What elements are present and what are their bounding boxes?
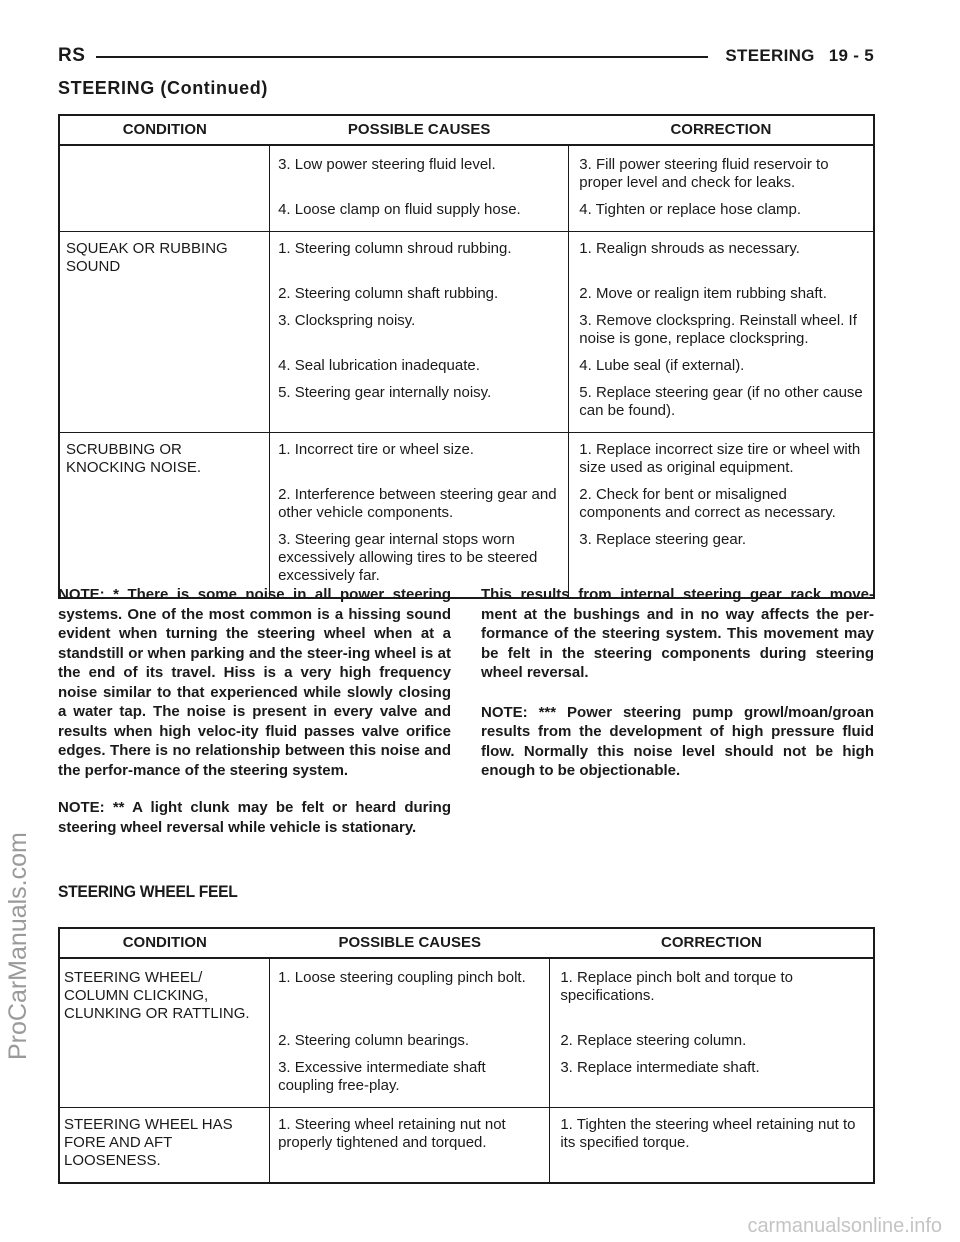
cause-cell: 2. Interference between steering gear and other vehicle components. [270,482,569,527]
cause-cell: 5. Steering gear internally noisy. [270,380,569,433]
correction-cell: 1. Realign shrouds as necessary. [569,232,874,282]
correction-cell: 1. Tighten the steering wheel retaining nut to its specified torque. [550,1108,874,1184]
correction-cell: 5. Replace steering gear (if no other cause can be found). [579,384,863,419]
correction-cell: 2. Move or realign item rubbing shaft. [579,285,827,302]
cause-cell: 1. Steering column shroud rubbing. [270,232,569,282]
cause-cell: 3. Steering gear internal stops worn excessively allowing tires to be steered excessively far. [270,527,569,598]
column-header-causes: POSSIBLE CAUSES [270,115,569,145]
cause-cell: 4. Seal lubrication inadequate. [270,353,569,380]
correction-cell: 4. Lube seal (if external). [579,357,745,374]
cause-cell: 1. Incorrect tire or wheel size. [270,433,569,483]
cause-cell: 3. Low power steering fluid level. [270,145,569,197]
table-row [59,380,874,433]
correction-cell: 1. Replace pinch bolt and torque to specifications. [560,969,793,1004]
side-watermark-text: ProCarManuals.com [4,832,32,1060]
column-header-correction: CORRECTION [550,928,874,958]
condition-cell [59,145,270,197]
correction-cell: 2. Replace steering column. [560,1032,747,1049]
header-rule [96,56,708,58]
condition-cell: SQUEAK OR RUBBING SOUND [59,232,270,282]
table-row [59,353,874,380]
correction-cell: 2. Check for bent or misaligned components and correct as necessary. [579,486,836,521]
notes-right-column [481,585,874,799]
header-section [725,46,874,66]
note-paragraph: NOTE: * There is some noise in all power steering systems. One of the most common is a hissing sound evident when turning the steering wheel when at a standstill or when parking and the steer-ing wheel is at the end of its travel. Hiss is a very high frequency noise similar to that experienced while slowly closing a water tap. The noise is present in every valve and results when high veloc-ity fluid passes valve orifice edges. There is no relationship between this noise and the perfor-mance of the steering system. [58,586,451,779]
condition-cell [59,353,270,380]
condition-cell [59,1055,270,1108]
condition-cell: STEERING WHEEL HAS FORE AND AFT LOOSENESS. [59,1108,270,1184]
cause-cell: 2. Steering column bearings. [270,1028,550,1055]
table-header-row [59,928,874,958]
note-paragraph: NOTE: *** Power steering pump growl/moan/groan results from the development of high pressure fluid flow. Normally this noise level should not be high enough to be objectionable. [481,703,874,779]
cause-cell: 1. Loose steering coupling pinch bolt. [270,958,550,1028]
table-row [59,433,874,483]
column-header-condition: CONDITION [59,928,270,958]
correction-cell: 4. Tighten or replace hose clamp. [579,201,802,218]
correction-cell: 3. Remove clockspring. Reinstall wheel. If noise is gone, replace clockspring. [579,312,857,347]
steering-wheel-feel-table [58,927,875,1184]
column-header-causes: POSSIBLE CAUSES [270,928,550,958]
continued-title: STEERING (Continued) [58,78,268,98]
condition-cell [59,482,270,527]
column-header-condition: CONDITION [59,115,270,145]
footer-watermark: carmanualsonline.info [747,1215,942,1237]
table-header-row [59,115,874,145]
cause-cell: 3. Clockspring noisy. [270,308,569,353]
header-manual-code: RS [58,45,86,66]
table-row [59,308,874,353]
table-row [59,1108,874,1184]
side-watermark [4,420,34,1060]
table-row [59,232,874,282]
column-header-correction: CORRECTION [569,115,874,145]
table-row [59,482,874,527]
table-row [59,281,874,308]
condition-cell [59,1028,270,1055]
correction-cell: 3. Replace steering gear. [579,531,747,548]
condition-cell [59,308,270,353]
note-paragraph: This results from internal steering gear rack move-ment at the bushings and in no way affects the per-formance of the steering system. This movement may be felt in the steering components during steering wheel reversal. [481,586,874,681]
condition-cell [59,281,270,308]
correction-cell: 3. Fill power steering fluid reservoir to proper level and check for leaks. [579,156,829,191]
condition-cell: SCRUBBING OR KNOCKING NOISE. [59,433,270,483]
table-row [59,1055,874,1108]
table-row [59,145,874,197]
note-paragraph: NOTE: ** A light clunk may be felt or heard during steering wheel reversal while vehicle is stationary. [58,799,451,836]
notes-left-column [58,585,451,855]
condition-cell: STEERING WHEEL/ COLUMN CLICKING, CLUNKING OR RATTLING. [59,958,270,1028]
condition-cell [59,197,270,232]
section-title: STEERING WHEEL FEEL [58,882,238,901]
table-row [59,197,874,232]
cause-cell: 4. Loose clamp on fluid supply hose. [270,197,569,232]
cause-cell: 3. Excessive intermediate shaft coupling free-play. [270,1055,550,1108]
condition-cell [59,380,270,433]
correction-cell: 1. Replace incorrect size tire or wheel with size used as original equipment. [569,433,874,483]
table-row [59,1028,874,1055]
correction-cell: 3. Replace intermediate shaft. [560,1059,760,1076]
page-number: 19 - 5 [828,46,874,65]
cause-cell: 2. Steering column shaft rubbing. [270,281,569,308]
cause-cell: 1. Steering wheel retaining nut not properly tightened and torqued. [270,1108,550,1184]
header-section-name: STEERING [725,46,815,65]
steering-noise-table [58,114,875,599]
table-row [59,958,874,1028]
